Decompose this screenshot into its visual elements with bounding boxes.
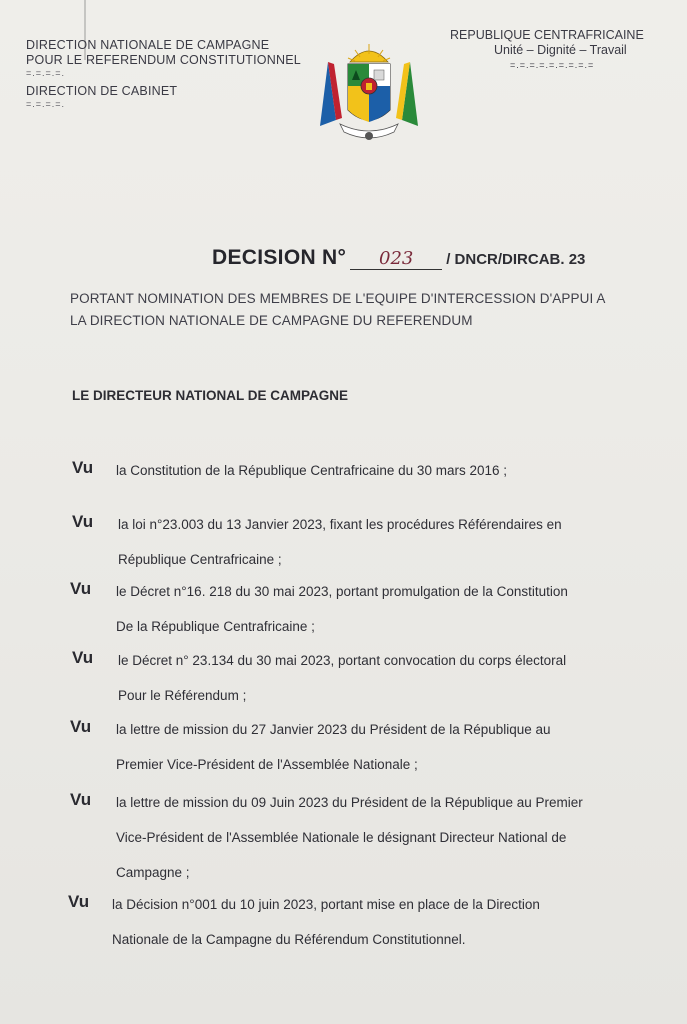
vu-label: Vu (70, 579, 92, 598)
vu-label: Vu (68, 892, 90, 911)
vu-clause-text (112, 896, 540, 966)
vu-clause-text (116, 721, 551, 791)
header-left-line3: DIRECTION DE CABINET (26, 84, 178, 98)
decision-title-label: DECISION N° (212, 246, 347, 269)
header-left-line1: DIRECTION NATIONALE DE CAMPAGNE (26, 38, 270, 52)
vu-clause-line: la Décision n°001 du 10 juin 2023, portant mise en place de la Direction (112, 897, 540, 912)
vu-clause-line: Vice-Président de l'Assemblée Nationale le désignant Directeur National de (116, 830, 567, 845)
vu-clause-line: la lettre de mission du 27 Janvier 2023 du Président de la République au (116, 722, 551, 737)
vu-clause-line: Pour le Référendum ; (118, 688, 247, 703)
vu-clause-line: Premier Vice-Président de l'Assemblée Nationale ; (116, 757, 418, 772)
decision-number-handwritten: 023 (350, 248, 442, 270)
coat-of-arms-emblem (310, 40, 428, 150)
header-right-dots: =.=.=.=.=.=.=.=.= (510, 60, 595, 70)
vu-clause-line: Nationale de la Campagne du Référendum Constitutionnel. (112, 932, 466, 947)
vu-clause-line: la loi n°23.003 du 13 Janvier 2023, fixant les procédures Référendaires en (118, 517, 562, 532)
vu-label: Vu (72, 458, 94, 477)
vu-label: Vu (70, 790, 92, 809)
vu-clause-text (116, 583, 568, 653)
vu-clause-line: le Décret n°16. 218 du 30 mai 2023, portant promulgation de la Constitution (116, 584, 568, 599)
vu-clause-line: République Centrafricaine ; (118, 552, 282, 567)
vu-clause-text (118, 516, 562, 586)
header-right-country: REPUBLIQUE CENTRAFRICAINE (450, 28, 644, 42)
header-left (26, 38, 301, 109)
header-left-dots1: =.=.=.=. (26, 68, 66, 78)
authority-heading: LE DIRECTEUR NATIONAL DE CAMPAGNE (72, 388, 349, 403)
vu-label: Vu (72, 512, 94, 531)
vu-label: Vu (72, 648, 94, 667)
decision-title-suffix: / DNCR/DIRCAB. 23 (446, 251, 586, 268)
vu-clause-line: De la République Centrafricaine ; (116, 619, 315, 634)
subject-line1: PORTANT NOMINATION DES MEMBRES DE L'EQUIPE D'INTERCESSION D'APPUI A (70, 291, 606, 306)
vu-clause-line: la lettre de mission du 09 Juin 2023 du Président de la République au Premier (116, 795, 583, 810)
header-right-motto: Unité – Dignité – Travail (494, 43, 627, 57)
vu-clause-text (116, 794, 583, 899)
vu-clause-line: la Constitution de la République Centrafricaine du 30 mars 2016 ; (116, 463, 507, 478)
vu-clause-line: Campagne ; (116, 865, 190, 880)
header-left-line2: POUR LE REFERENDUM CONSTITUTIONNEL (26, 53, 301, 67)
decision-title (212, 246, 585, 270)
vu-clause-text (116, 462, 507, 497)
header-right (450, 28, 660, 73)
vu-label: Vu (70, 717, 92, 736)
header-left-dots2: =.=.=.=. (26, 99, 66, 109)
decision-subject (70, 288, 670, 332)
vu-clause-text (118, 652, 566, 722)
vu-clause-line: le Décret n° 23.134 du 30 mai 2023, portant convocation du corps électoral (118, 653, 567, 668)
subject-line2: LA DIRECTION NATIONALE DE CAMPAGNE DU REFERENDUM (70, 313, 473, 328)
